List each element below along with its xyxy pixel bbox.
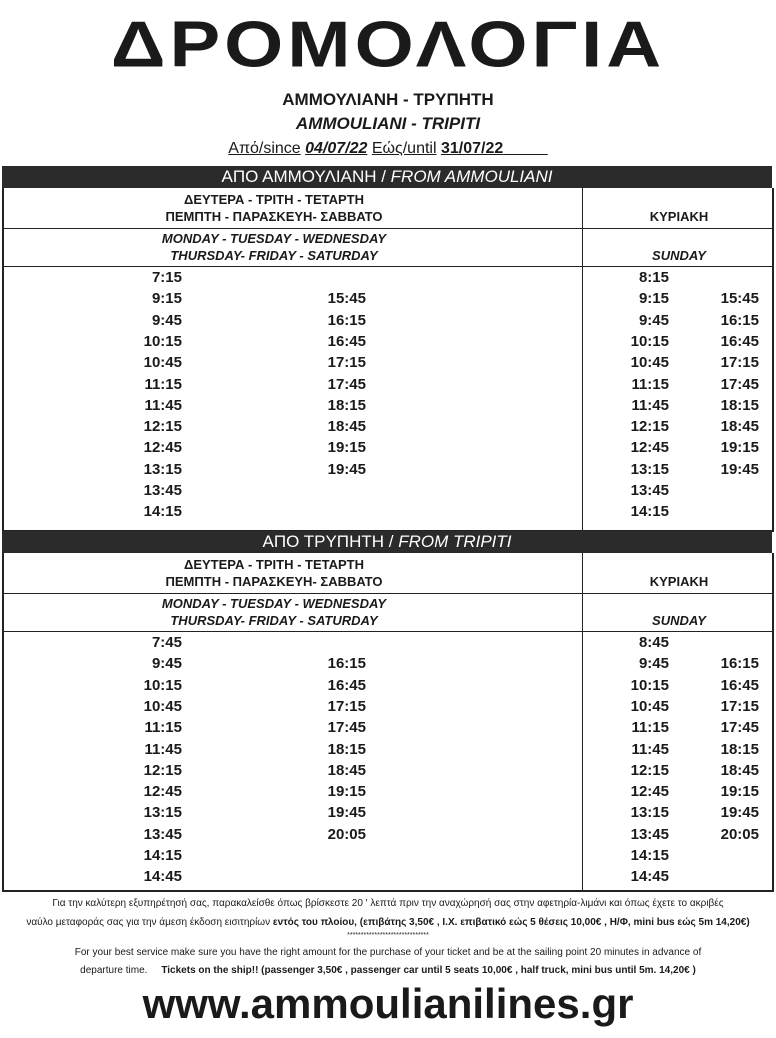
departure-time: 18:15 bbox=[720, 740, 759, 758]
sunday-english: SUNDAY bbox=[652, 248, 706, 263]
route-english: AMMOULIANI - TRIPITI bbox=[295, 114, 481, 133]
schedule-table bbox=[2, 553, 774, 892]
until-label: Εώς/until bbox=[371, 140, 437, 157]
departure-time: 16:15 bbox=[327, 311, 366, 329]
row-divider bbox=[4, 228, 772, 229]
departure-time: 8:45 bbox=[638, 634, 669, 651]
departure-time: 14:15 bbox=[630, 503, 669, 521]
weekdays-english-2: THURSDAY- FRIDAY - SATURDAY bbox=[170, 248, 378, 263]
departure-time: 7:15 bbox=[151, 269, 182, 286]
departure-time: 9:15 bbox=[638, 290, 669, 308]
until-date: 31/07/22 bbox=[440, 140, 504, 157]
note-english-2a: departure time. bbox=[80, 965, 148, 976]
departure-time: 12:45 bbox=[630, 439, 669, 457]
row-divider bbox=[4, 593, 772, 594]
departure-time: 16:15 bbox=[327, 655, 366, 673]
departure-time: 19:15 bbox=[327, 783, 366, 801]
departure-time: 12:15 bbox=[630, 761, 669, 779]
departure-time: 10:15 bbox=[630, 676, 669, 694]
note-english-2 bbox=[0, 961, 776, 981]
departure-time: 14:45 bbox=[143, 868, 182, 886]
departure-time: 15:45 bbox=[327, 290, 366, 308]
departure-time: 16:45 bbox=[720, 676, 759, 694]
note-english-2b: Tickets on the ship!! (passenger 3,50€ , passenger car until 5 seats 10,00€ , half truck, mini bus until 5m. 14,20€ ) bbox=[161, 965, 696, 976]
departure-time: 18:45 bbox=[720, 761, 759, 779]
since-date: 04/07/22 bbox=[305, 140, 368, 157]
page-title: ΔΡΟΜΟΛΟΓΙΑ bbox=[110, 8, 666, 81]
departure-time: 11:15 bbox=[631, 375, 669, 393]
section-heading-english: FROM AMMOULIANI bbox=[390, 167, 553, 186]
departure-time: 11:15 bbox=[144, 719, 182, 737]
departure-time: 13:45 bbox=[143, 825, 182, 843]
departure-time: 9:15 bbox=[151, 290, 182, 308]
weekdays-greek-2: ΠΕΜΠΤΗ - ΠΑΡΑΣΚΕΥΗ- ΣΑΒΒΑΤΟ bbox=[165, 574, 383, 589]
departure-time: 19:15 bbox=[720, 783, 759, 801]
departure-time: 10:45 bbox=[143, 697, 182, 715]
departure-time: 10:45 bbox=[630, 697, 669, 715]
departure-time: 20:05 bbox=[327, 825, 366, 843]
departure-time: 14:15 bbox=[143, 503, 182, 521]
section-heading-greek: ΑΠΟ ΑΜΜΟΥΛΙΑΝΗ / bbox=[221, 167, 391, 186]
stars-divider: ****************************** bbox=[347, 932, 429, 939]
sunday-greek: ΚΥΡΙΑΚΗ bbox=[649, 209, 709, 224]
weekdays-greek-2: ΠΕΜΠΤΗ - ΠΑΡΑΣΚΕΥΗ- ΣΑΒΒΑΤΟ bbox=[165, 209, 383, 224]
departure-time: 12:45 bbox=[143, 439, 182, 457]
departure-time: 12:45 bbox=[630, 783, 669, 801]
departure-time: 11:15 bbox=[631, 719, 669, 737]
departure-time: 11:15 bbox=[144, 375, 182, 393]
departure-time: 8:15 bbox=[638, 269, 669, 286]
note-english-1: For your best service make sure you have the right amount for the purchase of your ticket and be at the sailing point 20 minutes in advance of bbox=[74, 947, 702, 958]
departure-time: 14:45 bbox=[630, 868, 669, 886]
section-heading-greek: ΑΠΟ ΤΡΥΠΗΤΗ / bbox=[262, 532, 399, 551]
validity-dates bbox=[0, 140, 776, 158]
departure-time: 10:15 bbox=[143, 332, 182, 350]
departure-time: 18:45 bbox=[327, 418, 366, 436]
departure-time: 16:15 bbox=[720, 655, 759, 673]
sunday-greek: ΚΥΡΙΑΚΗ bbox=[649, 574, 709, 589]
departure-time: 13:45 bbox=[143, 482, 182, 499]
note-greek-2b: εντός του πλοίου, (επιβάτης 3,50€ , Ι.Χ. επιβατικό εώς 5 θέσεις 10,00€ , Η/Φ, mini bus εώς 5m 14,20€) bbox=[272, 917, 750, 928]
departure-time: 17:45 bbox=[720, 719, 759, 737]
departure-time: 13:45 bbox=[630, 825, 669, 843]
departure-time: 12:15 bbox=[630, 418, 669, 436]
section-heading-english: FROM TRIPITI bbox=[398, 532, 512, 551]
departure-time: 11:45 bbox=[631, 740, 669, 758]
departure-time: 7:45 bbox=[151, 634, 182, 651]
row-divider bbox=[4, 266, 772, 267]
schedule-table bbox=[2, 188, 774, 532]
departure-time: 14:15 bbox=[630, 847, 669, 864]
departure-time: 11:45 bbox=[144, 396, 182, 414]
weekdays-english-1: MONDAY - TUESDAY - WEDNESDAY bbox=[161, 596, 387, 611]
departure-time: 12:15 bbox=[143, 418, 182, 436]
departure-time: 15:45 bbox=[720, 290, 759, 308]
departure-time: 19:45 bbox=[327, 460, 366, 478]
departure-time: 13:45 bbox=[630, 482, 669, 499]
weekdays-greek-1: ΔΕΥΤΕΡΑ - ΤΡΙΤΗ - ΤΕΤΑΡΤΗ bbox=[183, 557, 365, 572]
departure-time: 14:15 bbox=[143, 847, 182, 864]
departure-time: 10:45 bbox=[143, 354, 182, 372]
note-greek-2a: ναύλο μεταφοράς σας για την άμεση έκδοση εισιτηρίων bbox=[26, 917, 273, 928]
column-divider bbox=[582, 188, 583, 530]
departure-time: 19:45 bbox=[327, 804, 366, 822]
departure-time: 12:45 bbox=[143, 783, 182, 801]
departure-time: 19:45 bbox=[720, 460, 759, 478]
departure-time: 9:45 bbox=[151, 311, 182, 329]
departure-time: 9:45 bbox=[151, 655, 182, 673]
weekdays-greek-1: ΔΕΥΤΕΡΑ - ΤΡΙΤΗ - ΤΕΤΑΡΤΗ bbox=[183, 192, 365, 207]
departure-time: 18:15 bbox=[327, 740, 366, 758]
departure-time: 9:45 bbox=[638, 311, 669, 329]
section-heading bbox=[2, 531, 772, 553]
row-divider bbox=[4, 631, 772, 632]
departure-time: 10:15 bbox=[143, 676, 182, 694]
departure-time: 17:45 bbox=[327, 375, 366, 393]
column-divider bbox=[582, 553, 583, 890]
departure-time: 17:15 bbox=[720, 697, 759, 715]
website-url[interactable]: www.ammoulianilines.gr bbox=[142, 980, 634, 1027]
departure-time: 13:15 bbox=[143, 460, 182, 478]
departure-time: 12:15 bbox=[143, 761, 182, 779]
departure-time: 19:45 bbox=[720, 804, 759, 822]
departure-time: 19:15 bbox=[327, 439, 366, 457]
departure-time: 13:15 bbox=[143, 804, 182, 822]
departure-time: 17:15 bbox=[720, 354, 759, 372]
departure-time: 16:45 bbox=[720, 332, 759, 350]
weekdays-english-1: MONDAY - TUESDAY - WEDNESDAY bbox=[161, 231, 387, 246]
departure-time: 9:45 bbox=[638, 655, 669, 673]
sunday-english: SUNDAY bbox=[652, 613, 706, 628]
note-greek-1: Για την καλύτερη εξυπηρέτησή σας, παρακαλείσθε όπως βρίσκεστε 20 ' λεπτά πριν την αναχώρησή σας στην αφετηρία-λιμάνι και όπως έχετε το ακριβές bbox=[52, 898, 724, 909]
route-greek: ΑΜΜΟΥΛΙΑΝΗ - ΤΡΥΠΗΤΗ bbox=[282, 90, 494, 109]
departure-time: 10:45 bbox=[630, 354, 669, 372]
departure-time: 16:15 bbox=[720, 311, 759, 329]
departure-time: 18:45 bbox=[327, 761, 366, 779]
departure-time: 10:15 bbox=[630, 332, 669, 350]
section-heading bbox=[2, 166, 772, 188]
departure-time: 16:45 bbox=[327, 676, 366, 694]
departure-time: 18:15 bbox=[720, 396, 759, 414]
departure-time: 20:05 bbox=[720, 825, 759, 843]
departure-time: 16:45 bbox=[327, 332, 366, 350]
departure-time: 13:15 bbox=[630, 804, 669, 822]
departure-time: 13:15 bbox=[630, 460, 669, 478]
departure-time: 18:45 bbox=[720, 418, 759, 436]
departure-time: 17:45 bbox=[327, 719, 366, 737]
departure-time: 17:45 bbox=[720, 375, 759, 393]
departure-time: 19:15 bbox=[720, 439, 759, 457]
departure-time: 17:15 bbox=[327, 354, 366, 372]
departure-time: 18:15 bbox=[327, 396, 366, 414]
departure-time: 11:45 bbox=[631, 396, 669, 414]
since-label: Από/since bbox=[228, 140, 301, 157]
departure-time: 11:45 bbox=[144, 740, 182, 758]
departure-time: 17:15 bbox=[327, 697, 366, 715]
weekdays-english-2: THURSDAY- FRIDAY - SATURDAY bbox=[170, 613, 378, 628]
